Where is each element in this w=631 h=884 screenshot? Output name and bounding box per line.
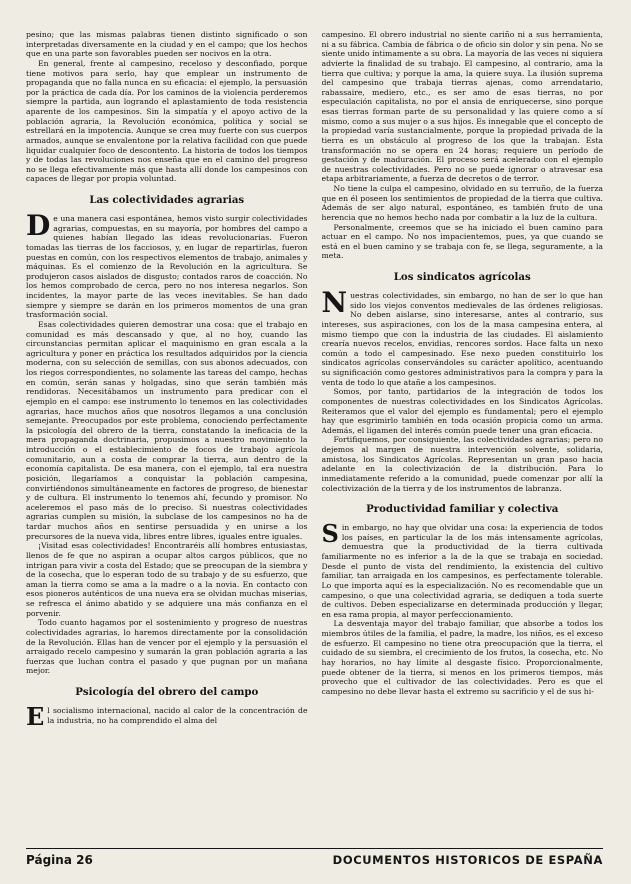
publication-title: DOCUMENTOS HISTORICOS DE ESPAÑA bbox=[332, 853, 603, 867]
paragraph: El socialismo internacional, nacido al calor de la concentración de la industria, no ha comprendido el alma del bbox=[26, 702, 308, 731]
two-column-body bbox=[26, 30, 603, 836]
paragraph: Fortifiquemos, por consiguiente, las colectividades agrarias; pero no dejemos al margen de nuestra intervención solvente, solidaria, amistosa, los Sindicatos Agrícolas. Representan un gran paso hacia adelante en la colectivización de la distribución. Para lo inmediatamente referido a la comunidad, puede comenzar por allí la colectivización de la tierra y de los instrumentos de labranza. bbox=[321, 435, 603, 493]
paragraph: La desventaja mayor del trabajo familiar, que absorbe a todos los miembros útiles de la familia, el padre, la madre, los niños, es el exceso de esfuerzo. El campesino no tiene otra preocupación que la tierra, el cuidado de su siembra, el crecimiento de los frutos, la cosecha, etc. No hay horarios, no hay límite al desgaste físico. Proporcionalmente, puede obtener de la tierra, si menos en los primeros tiempos, más provecho que el cultivador de las colectividades. Pero es que el campesino no debe llevar hasta el extremo su sacrificio y el de sus hi- bbox=[321, 619, 603, 696]
paragraph: En general, frente al campesino, receloso y desconfiado, porque tiene motivos para serlo, hay que emplear un instrumento de propaganda que no falla nunca en su eficacia: el ejemplo, la persuasión por la práctica de cada día. Por los caminos de la violencia perderemos siempre la partida, aun logrando el aplastamiento de toda resistencia aparente de los campesinos. Sin la simpatía y el apoyo activo de la población agraria, la Revolución económica, política y social se estrellará en la impotencia. Aunque se crea muy fuerte con sus cuerpos armados, aunque se envalentone por la relativa facilidad con que puede liquidar cualquier foco de descontento. La historia de todos los tiempos y de todas las revoluciones nos enseña que en el camino del progreso no se llega efectivamente más que hasta allí donde los campesinos con capaces de llegar por propia voluntad. bbox=[26, 58, 308, 184]
page-number: Página 26 bbox=[26, 853, 93, 867]
paragraph: Todo cuanto hagamos por el sostenimiento y progreso de nuestras colectividades agrarias, lo haremos directamente por la consolidación de la Revolución. Ellas han de vencer por el ejemplo y la persuasión el arraigado recelo campesino y sumarán la gran población agraria a las fuerzas que luchan contra el pasado y que pugnan por un mañana mejor. bbox=[26, 618, 308, 676]
paragraph: Personalmente, creemos que se ha iniciado el buen camino para actuar en el campo. No nos impacientemos, pues, ya que cuando se está en el buen camino y se trabaja con fe, se llega, seguramente, a la meta. bbox=[321, 222, 603, 261]
section-heading: Productividad familiar y colectiva bbox=[366, 503, 559, 516]
paragraph: De una manera casi espontánea, hemos visto surgir colectividades agrarias, compuestas, en su mayoría, por hombres del campo a quienes habían llegado las ideas revolucionarias. Fueron tomadas las tierras de los facciosos, y, en lugar de repartirlas, fueron puestas en común, con los respectivos elementos de trabajo, animales y máquinas. Es el comienzo de la Revolución en la agricultura. Se produjeron casos aislados de disgusto; contados raros de coacción. No los hemos comprobado de cerca, pero no nos interesa negarlos. Son incidentes, la mayor parte de las veces inevitables. Se han dado siempre y siempre se darán en los primeros momentos de una gran trasformación social. bbox=[26, 209, 308, 320]
drop-cap: E bbox=[26, 702, 45, 731]
paragraph: pesino; que las mismas palabras tienen distinto significado o son interpretadas diversamente en la ciudad y en el campo; que los hechos que en una parte son favorables pueden ser nocivos en la otra. bbox=[26, 30, 308, 59]
paragraph: Sin embargo, no hay que olvidar una cosa: la experiencia de todos los países, en particular la de los más intensamente agrícolas, demuestra que la productividad de la tierra cultivada familiarmente no es inferior a la de la que se trabaja en sociedad. Desde el punto de vista del rendimiento, la existencia del cultivo familiar, tan arraigada en los campesinos, es perfectamente tolerable. Lo que importa aquí es la especialización. No es recomendable que un campesino, o que una colectividad agraria, se dediquen a toda suerte de cultivos. Deben especializarse en determinada producción y llegar, en esa rama propia, al mayor perfeccionamiento. bbox=[321, 519, 603, 619]
drop-cap: S bbox=[321, 519, 339, 549]
right-column bbox=[322, 30, 604, 836]
drop-cap: N bbox=[321, 286, 348, 319]
paragraph: No tiene la culpa el campesino, olvidado en su terruño, de la fuerza que en él poseen los sentimientos de propiedad de la tierra que cultiva. Además de ser algo natural, espontáneo, es también fruto de una herencia que no hemos hecho nada por combatir a la luz de la cultura. bbox=[321, 184, 603, 222]
paragraph: Somos, por tanto, partidarios de la integración de todos los componentes de nuestras colectividades en los Sindicatos Agrícolas. Reiteramos que el valor del ejemplo es fundamental; pero el ejemplo hay que esgrimirlo también en toda ocasión propicia como un arma. Además, el ligamen del interés común puede tener una gran eficacia. bbox=[321, 387, 603, 435]
section-heading: Las colectividades agrarias bbox=[89, 194, 245, 206]
section-heading: Psicología del obrero del campo bbox=[75, 686, 259, 698]
section-heading: Los sindicatos agrícolas bbox=[393, 271, 531, 283]
paragraph: Nuestras colectividades, sin embargo, no han de ser lo que han sido los viejos conventos medievales de las órdenes religiosas. No deben aislarse, sino interesarse, antes al contrario, sus intereses, sus aspiraciones, con los de la masa campesina entera, al mismo tiempo que con la industria de las ciudades. El aislamiento crearía nuevos recelos, envidias, rencores sordos. Hace falta un nexo común a todo el campesinado. Ese nexo pueden constituirlo los sindicatos agrícolas conservándoles su carácter apolítico, acentuando su significación como gestores administrativos para la compra y para la venta de todo lo que atañe a los campesinos. bbox=[321, 286, 603, 387]
paragraph: Esas colectividades quieren demostrar una cosa: que el trabajo en comunidad es más descansado y que, al no hoy, cuando las circunstancias permitan aplicar el maquinismo en gran escala a la agricultura y poner en práctica los resultados adquiridos por la ciencia moderna, con su selección de semillas, con sus abonos adecuados, con los riegos correspondientes, no solamente las tareas del campo, hechas en común, serán sanas y holgadas, sino que serán también más rendidoras. Necesitábamos un instrumento para predicar con el ejemplo en el campo: ese instrumento lo tenemos en las colectividades agrarias, hace muchos años que nosotros llegamos a una conclusión semejante. Preocupados por este problema, conociendo perfectamente la psicología del obrero de la tierra, constatando la ineficacia de la mera propaganda doctrinaria, propusimos a nuestro movimiento la introducción o el establecimiento de focos de trabajo agrícola comunitario, aun a costa de comprar la tierra, aun dentro de la economía capitalista. De esa manera, con el ejemplo, tal era nuestra posición, llegaríamos a conquistar la población campesina, convirtiéndonos simultáneamente en factores de progreso, de bienestar y de cultura. El instrumento lo tenemos ahí, fecundo y promisor. No aceleremos el paso más de lo preciso. Si nuestras colectividades agrarias cumplen su misión, la subclase de los campesinos no ha de tardar muchos años en sentirse persuadida y en unirse a los precursores de la nueva vida, libres entre libres, iguales entre iguales. bbox=[26, 319, 308, 541]
page-footer bbox=[26, 848, 603, 867]
drop-cap: D bbox=[26, 209, 51, 242]
paragraph: campesino. El obrero industrial no siente cariño ni a sus herramienta, ni a su fábrica. Cambia de fábrica o de oficio sin dolor y sin pena. No se siente unido íntimamente a su obra. La mayoría de las veces ni siquiera advierte la finalidad de su trabajo. El campesino, al contrario, ama la tierra que cultiva; y porque la ama, la quiere suya. La ilusión suprema del campesino que trabaja tierras ajenas, como arrendatario, rabassaire, mediero, etc., es ser amo de esas tierras, no por especulación capitalista, no por el ansia de enriquecerse, sino porque esas tierras forman parte de su personalidad y las quiere como a sí mismo, como a sus mujer o a sus hijos. Es innegable que el concepto de la propiedad varía sustancialmente, porque la propiedad privada de la tierra es un obstáculo al progreso de los que la trabajan. Esta transformación no se opera en 24 horas; requiere un período de gestación y de maduración. El proceso será acelerado con el ejemplo de nuestras colectividades. Pero no se puede ignorar o atravesar esa etapa arbitrariamente, a fuerza de decretos o de terror. bbox=[321, 30, 603, 184]
paragraph: ¡Visitad esas colectividades! Encontraréis allí hombres entusiastas, llenos de fe que no aspiran a ocupar altos cargos públicos, que no intrigan para vivir a costa del Estado; que se preocupan de la siembra y de la cosecha, que lo esperan todo de su trabajo y de su esfuerzo, que aman la tierra como se ama a la madre o a la novia. En contacto con esos pioneros auténticos de una nueva era se olvidan muchas miserias, se refresca el ánimo abatido y se adquiere una más confianza en el porvenir. bbox=[26, 541, 308, 618]
left-column bbox=[26, 30, 308, 836]
